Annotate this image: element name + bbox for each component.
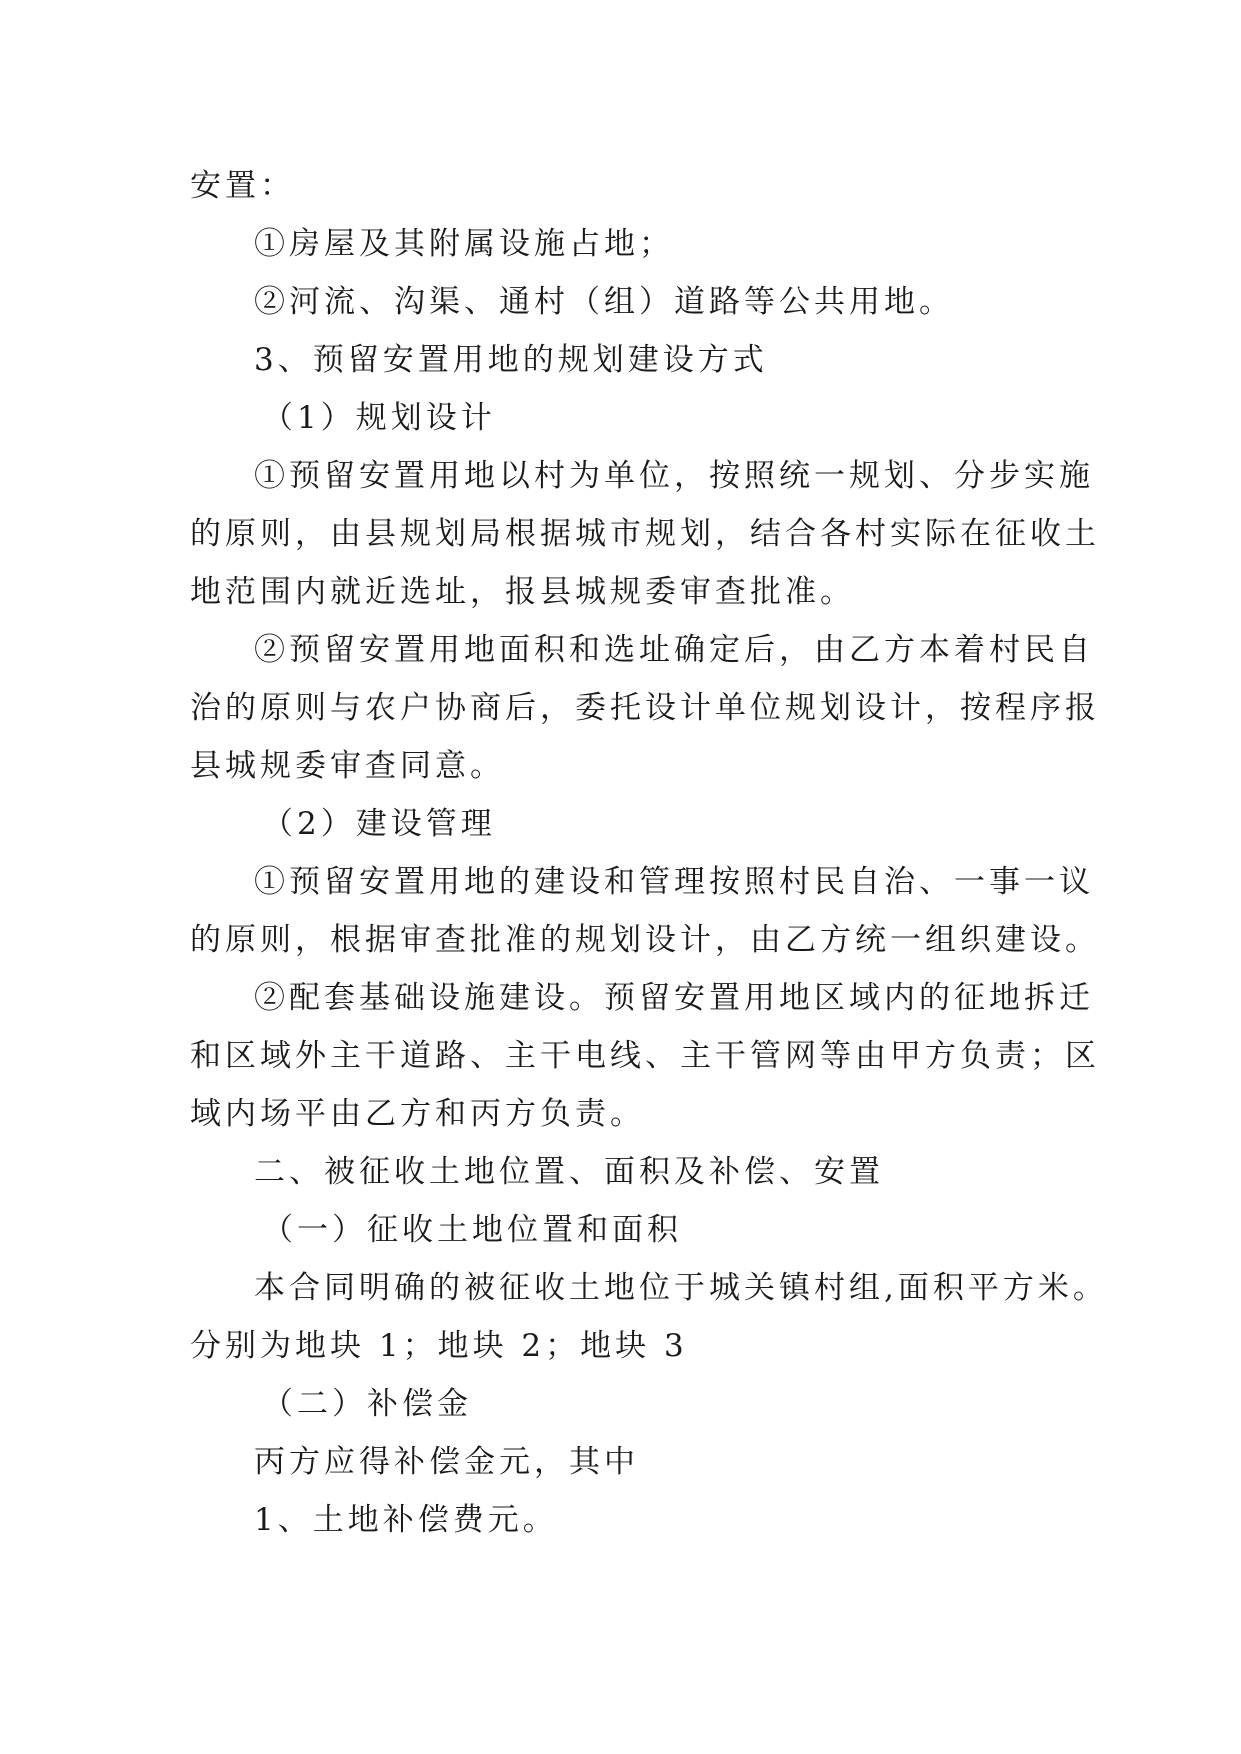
text-line: 地范围内就近选址，报县城规委审查批准。 [190,574,855,610]
text-line: 3、预留安置用地的规划建设方式 [254,342,768,378]
text-line: ①预留安置用地的建设和管理按照村民自治、一事一议 [254,864,1094,900]
text-line: 的原则，根据审查批准的规划设计，由乙方统一组织建设。 [190,922,1100,958]
text-line: （一）征收土地位置和面积 [262,1212,682,1248]
text-line: 域内场平由乙方和丙方负责。 [190,1096,645,1132]
text-line: 本合同明确的被征收土地位于城关镇村组,面积平方米。 [254,1270,1108,1306]
text-line: （1）规划设计 [262,400,496,436]
text-line: ②配套基础设施建设。预留安置用地区域内的征地拆迁 [254,980,1094,1016]
text-line: （二）补偿金 [262,1386,472,1422]
text-line: ①预留安置用地以村为单位，按照统一规划、分步实施 [254,458,1094,494]
text-line: ②河流、沟渠、通村（组）道路等公共用地。 [254,284,954,320]
text-line: 县城规委审查同意。 [190,748,505,784]
text-line: ①房屋及其附属设施占地； [254,226,674,262]
text-line: 治的原则与农户协商后，委托设计单位规划设计，按程序报 [190,690,1100,726]
text-line: 安置： [190,168,295,204]
text-line: （2）建设管理 [262,806,496,842]
text-line: 丙方应得补偿金元，其中 [254,1444,639,1480]
text-line: 二、被征收土地位置、面积及补偿、安置 [254,1154,884,1190]
text-line: 和区域外主干道路、主干电线、主干管网等由甲方负责；区 [190,1038,1100,1074]
text-line: 的原则，由县规划局根据城市规划，结合各村实际在征收土 [190,516,1100,552]
text-line: 1、土地补偿费元。 [254,1502,558,1538]
text-line: ②预留安置用地面积和选址确定后，由乙方本着村民自 [254,632,1094,668]
text-line: 分别为地块 1；地块 2；地块 3 [190,1328,688,1364]
